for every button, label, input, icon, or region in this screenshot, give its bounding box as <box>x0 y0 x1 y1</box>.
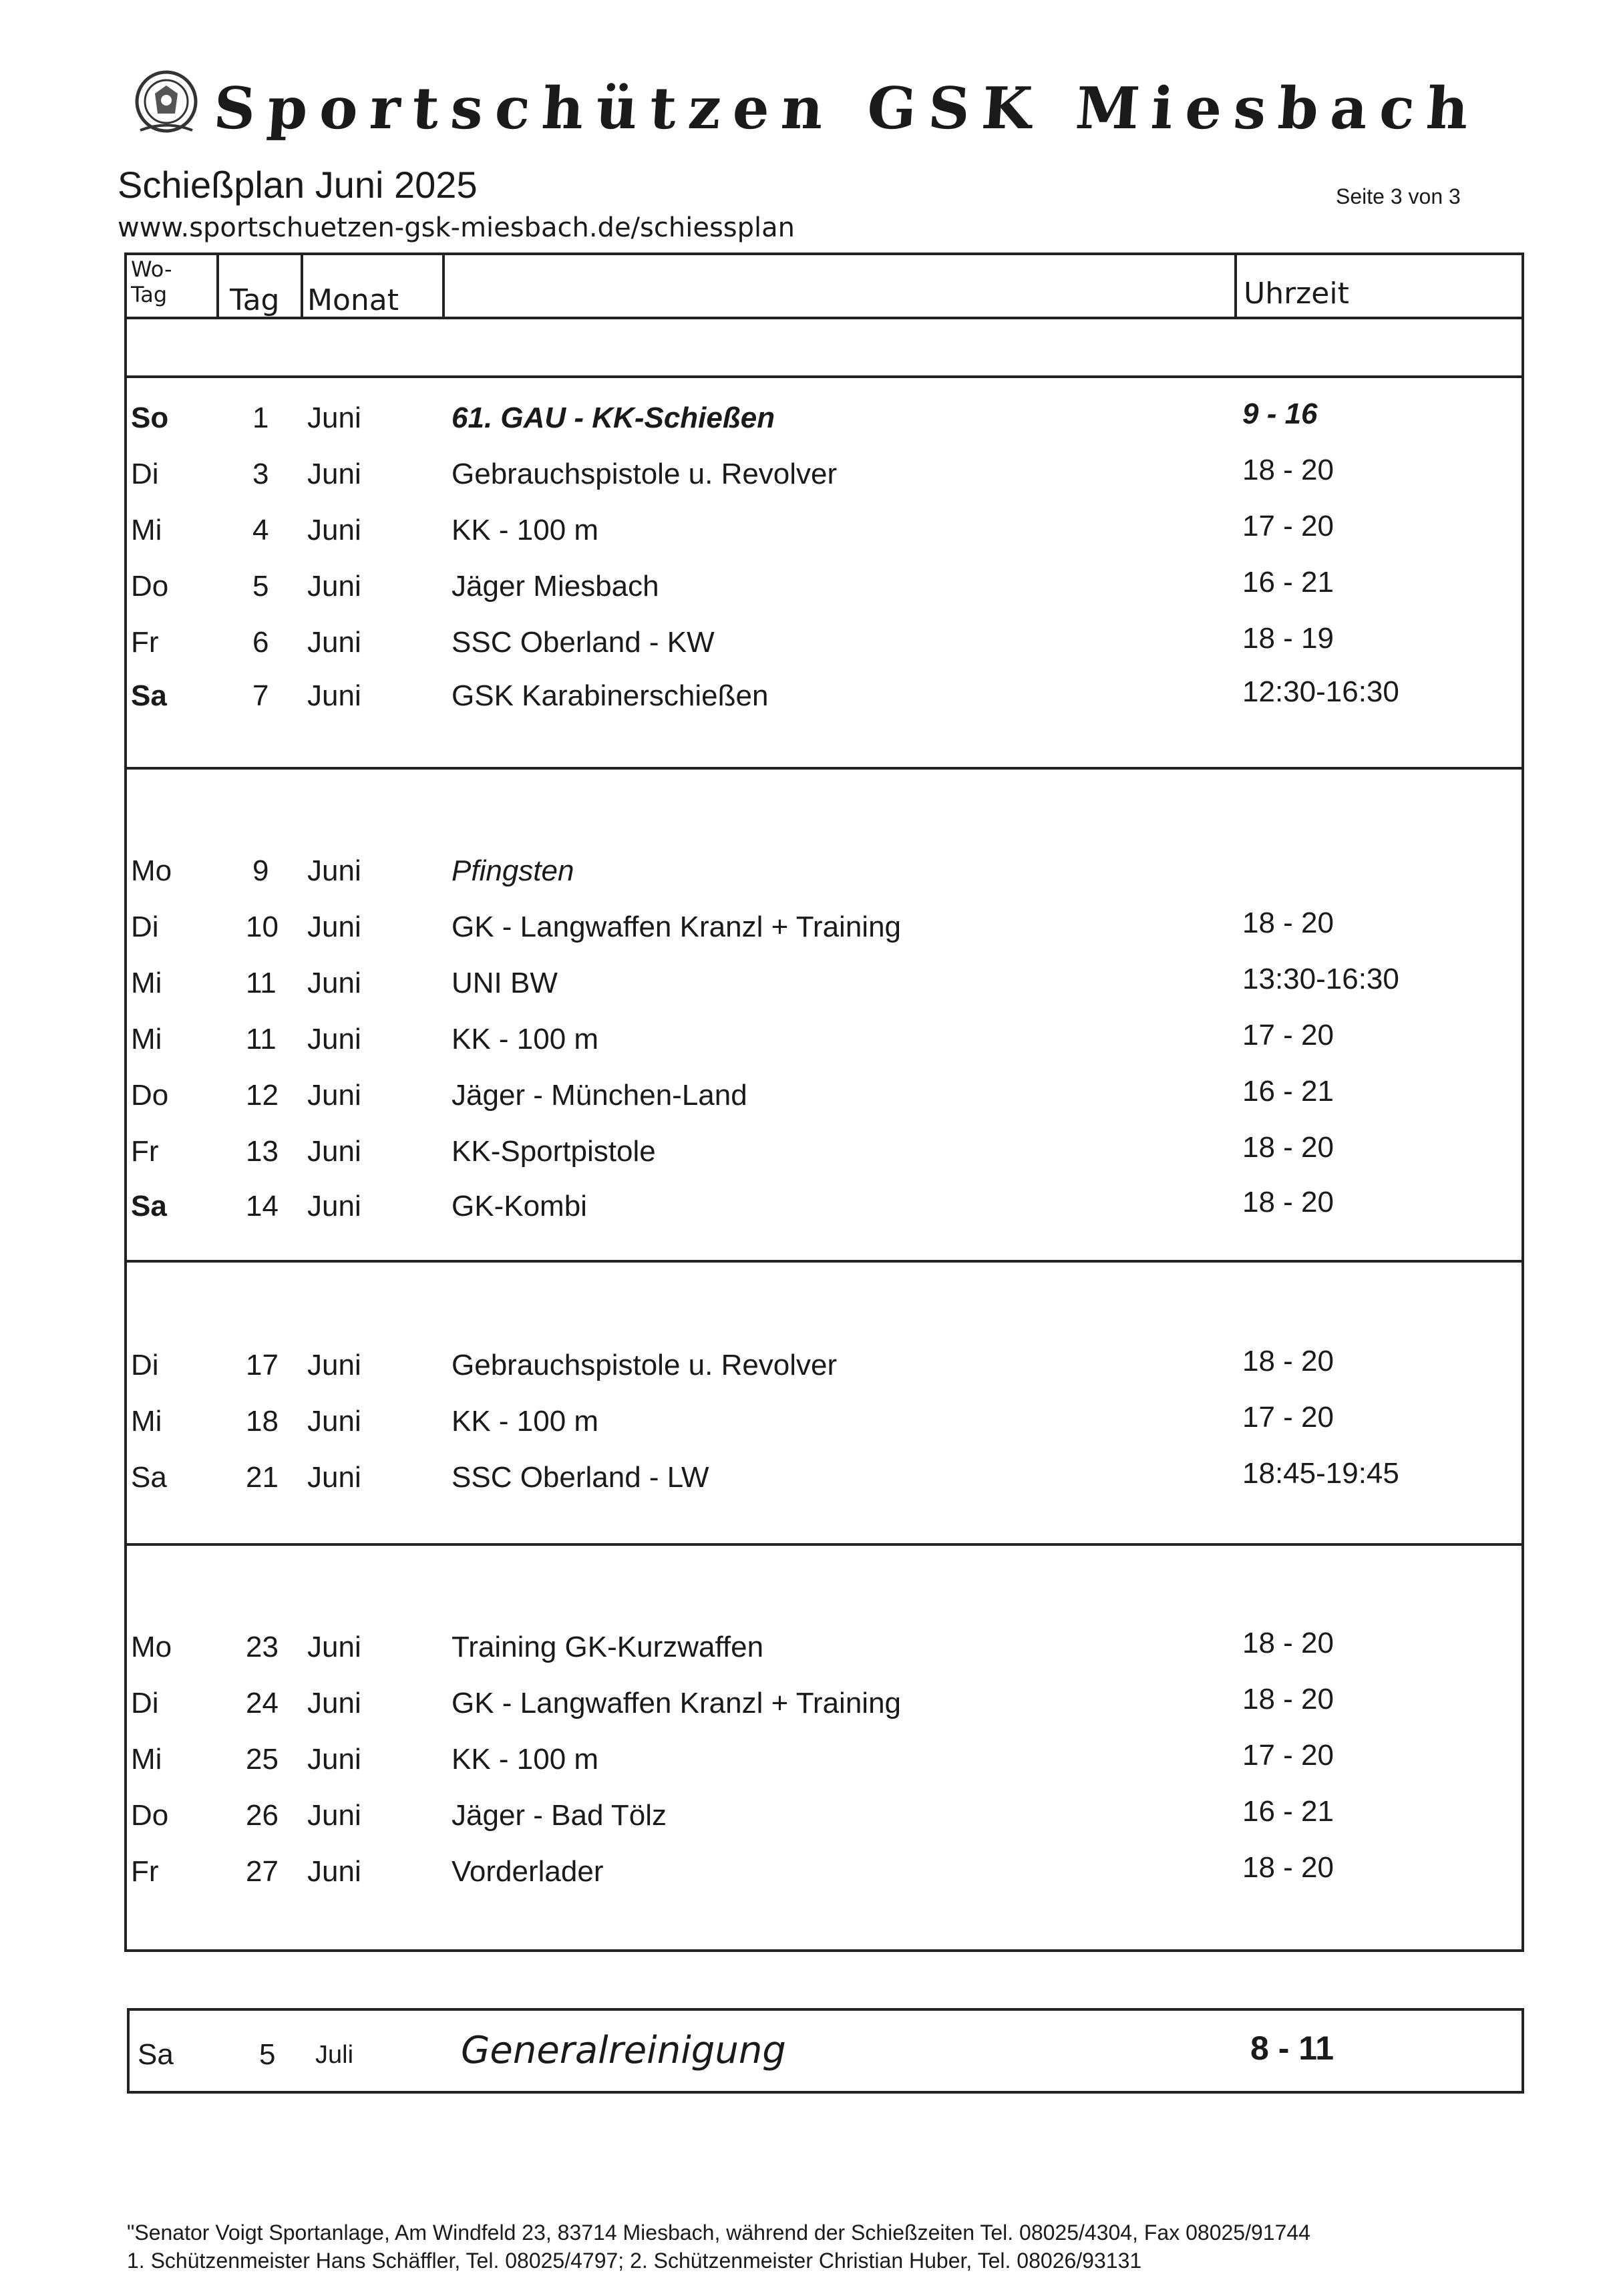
row-wotag: Di <box>131 911 159 943</box>
row-time: 16 - 21 <box>1242 566 1334 599</box>
row-monat: Juni <box>307 1079 361 1112</box>
row-event: KK - 100 m <box>452 1743 599 1776</box>
section-divider <box>124 1260 1524 1263</box>
row-tag: 23 <box>246 1631 279 1663</box>
row-event: SSC Oberland - LW <box>452 1461 709 1494</box>
row-tag: 21 <box>246 1461 279 1494</box>
row-wotag: So <box>131 401 169 434</box>
row-tag: 1 <box>252 401 269 434</box>
row-event: KK - 100 m <box>452 1405 599 1438</box>
row-wotag: Mo <box>131 1631 172 1663</box>
row-event: GK - Langwaffen Kranzl + Training <box>452 1687 902 1719</box>
row-monat: Juni <box>307 401 361 434</box>
row-tag: 4 <box>252 514 269 546</box>
row-event: Jäger Miesbach <box>452 570 659 603</box>
extra-event: Generalreinigung <box>461 2029 786 2072</box>
row-wotag: Sa <box>131 1190 167 1222</box>
row-time: 9 - 16 <box>1242 397 1318 430</box>
row-tag: 12 <box>246 1079 279 1112</box>
row-event: KK - 100 m <box>452 1023 599 1055</box>
page-number: Seite 3 von 3 <box>1336 184 1461 208</box>
row-monat: Juni <box>307 1461 361 1494</box>
row-tag: 10 <box>246 911 279 943</box>
row-monat: Juni <box>307 570 361 603</box>
row-event: Jäger - München-Land <box>452 1079 747 1112</box>
row-wotag: Do <box>131 1079 169 1112</box>
row-tag: 24 <box>246 1687 279 1719</box>
row-wotag: Do <box>131 570 169 603</box>
row-time: 18 - 20 <box>1242 1627 1334 1659</box>
extra-monat: Juli <box>315 2041 354 2069</box>
row-tag: 9 <box>252 854 269 887</box>
row-event: KK-Sportpistole <box>452 1135 656 1168</box>
row-monat: Juni <box>307 1631 361 1663</box>
row-wotag: Mi <box>131 1023 162 1055</box>
row-time: 18:45-19:45 <box>1242 1457 1399 1490</box>
row-wotag: Mo <box>131 854 172 887</box>
column-divider <box>1234 253 1237 319</box>
row-event: UNI BW <box>452 967 558 999</box>
row-monat: Juni <box>307 679 361 712</box>
row-wotag: Do <box>131 1799 169 1832</box>
club-logo <box>127 67 206 140</box>
row-time: 17 - 20 <box>1242 1019 1334 1051</box>
row-event: Training GK-Kurzwaffen <box>452 1631 764 1663</box>
row-time: 18 - 20 <box>1242 907 1334 939</box>
column-divider <box>301 253 303 319</box>
row-event: Vorderlader <box>452 1855 604 1888</box>
row-tag: 27 <box>246 1855 279 1888</box>
row-time: 18 - 20 <box>1242 1851 1334 1884</box>
row-time: 16 - 21 <box>1242 1795 1334 1828</box>
row-monat: Juni <box>307 458 361 490</box>
row-event: KK - 100 m <box>452 514 599 546</box>
row-wotag: Mi <box>131 514 162 546</box>
row-time: 18 - 20 <box>1242 1186 1334 1218</box>
footer-address: "Senator Voigt Sportanlage, Am Windfeld 23, 83714 Miesbach, während der Schießzeiten Tel. 08025/4304, Fax 08025/91744 <box>127 2221 1310 2245</box>
column-divider <box>442 253 445 319</box>
row-event: Pfingsten <box>452 854 574 887</box>
row-tag: 17 <box>246 1349 279 1381</box>
row-wotag: Sa <box>131 1461 167 1494</box>
col-header-uhrzeit: Uhrzeit <box>1244 277 1349 311</box>
row-time: 18 - 19 <box>1242 622 1334 655</box>
row-wotag: Mi <box>131 1743 162 1776</box>
row-wotag: Fr <box>131 626 159 659</box>
row-time: 18 - 20 <box>1242 1683 1334 1715</box>
row-monat: Juni <box>307 1687 361 1719</box>
row-monat: Juni <box>307 967 361 999</box>
row-wotag: Mi <box>131 967 162 999</box>
row-monat: Juni <box>307 1855 361 1888</box>
schedule-url[interactable]: www.sportschuetzen-gsk-miesbach.de/schiessplan <box>118 212 795 243</box>
row-time: 13:30-16:30 <box>1242 963 1399 995</box>
row-event: Jäger - Bad Tölz <box>452 1799 667 1832</box>
row-wotag: Mi <box>131 1405 162 1438</box>
row-time: 17 - 20 <box>1242 510 1334 542</box>
row-monat: Juni <box>307 911 361 943</box>
row-tag: 11 <box>246 967 277 999</box>
row-time: 12:30-16:30 <box>1242 675 1399 708</box>
section-divider <box>124 1543 1524 1546</box>
row-monat: Juni <box>307 626 361 659</box>
col-header-wotag-line2: Tag <box>131 282 168 307</box>
row-event: GK-Kombi <box>452 1190 587 1222</box>
col-header-tag: Tag <box>230 283 280 317</box>
section-divider <box>124 375 1524 378</box>
row-tag: 11 <box>246 1023 277 1055</box>
row-tag: 14 <box>246 1190 279 1222</box>
club-name: Sportschützen GSK Miesbach <box>211 75 1483 142</box>
row-event: Gebrauchspistole u. Revolver <box>452 1349 838 1381</box>
row-monat: Juni <box>307 1190 361 1222</box>
row-event: 61. GAU - KK-Schießen <box>452 401 775 434</box>
row-wotag: Fr <box>131 1855 159 1888</box>
row-event: SSC Oberland - KW <box>452 626 715 659</box>
row-tag: 5 <box>252 570 269 603</box>
row-tag: 18 <box>246 1405 279 1438</box>
row-time: 18 - 20 <box>1242 1131 1334 1164</box>
row-time: 18 - 20 <box>1242 1345 1334 1377</box>
row-tag: 25 <box>246 1743 279 1776</box>
col-header-wotag <box>131 257 172 307</box>
section-divider <box>124 767 1524 770</box>
row-wotag: Di <box>131 458 159 490</box>
column-divider <box>216 253 219 319</box>
row-wotag: Fr <box>131 1135 159 1168</box>
row-time: 17 - 20 <box>1242 1739 1334 1772</box>
row-monat: Juni <box>307 1743 361 1776</box>
row-event: Gebrauchspistole u. Revolver <box>452 458 838 490</box>
row-monat: Juni <box>307 854 361 887</box>
row-monat: Juni <box>307 1349 361 1381</box>
extra-wotag: Sa <box>138 2038 174 2071</box>
row-monat: Juni <box>307 1135 361 1168</box>
row-time: 18 - 20 <box>1242 454 1334 486</box>
row-monat: Juni <box>307 1405 361 1438</box>
row-wotag: Di <box>131 1687 159 1719</box>
row-wotag: Sa <box>131 679 167 712</box>
row-tag: 7 <box>252 679 269 712</box>
row-event: GSK Karabinerschießen <box>452 679 769 712</box>
footer-contacts: 1. Schützenmeister Hans Schäffler, Tel. 08025/4797; 2. Schützenmeister Christian Huber, Tel. 08026/93131 <box>127 2249 1142 2273</box>
plan-title: Schießplan Juni 2025 <box>118 164 478 206</box>
col-header-monat: Monat <box>307 283 399 317</box>
row-tag: 6 <box>252 626 269 659</box>
row-monat: Juni <box>307 1799 361 1832</box>
row-monat: Juni <box>307 1023 361 1055</box>
row-tag: 13 <box>246 1135 279 1168</box>
row-tag: 3 <box>252 458 269 490</box>
row-event: GK - Langwaffen Kranzl + Training <box>452 911 902 943</box>
row-tag: 26 <box>246 1799 279 1832</box>
row-wotag: Di <box>131 1349 159 1381</box>
row-time: 16 - 21 <box>1242 1075 1334 1108</box>
extra-tag: 5 <box>259 2038 276 2071</box>
col-header-wotag-line1: Wo- <box>131 257 172 282</box>
row-monat: Juni <box>307 514 361 546</box>
extra-time: 8 - 11 <box>1250 2029 1334 2067</box>
row-time: 17 - 20 <box>1242 1401 1334 1434</box>
